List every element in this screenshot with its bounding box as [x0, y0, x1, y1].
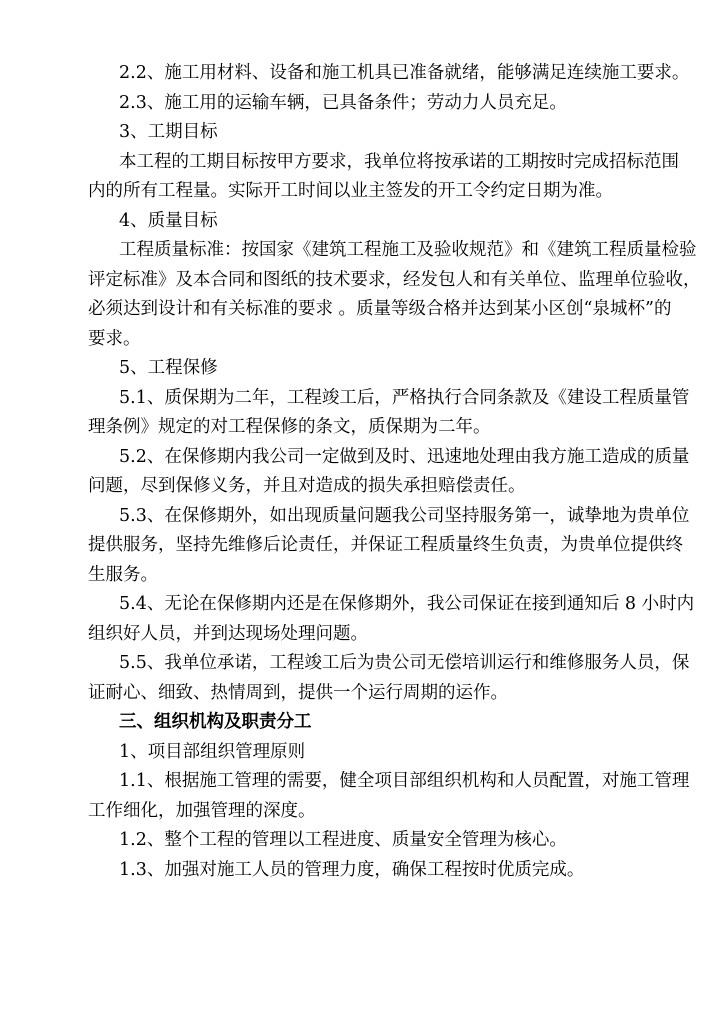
paragraph-5-5-line-2: 证耐心、细致、热情周到，提供一个运行周期的运作。	[88, 683, 508, 703]
paragraph-5-3-line-1: 5.3、在保修期外，如出现质量问题我公司坚持服务第一，诚挚地为贵单位	[119, 506, 690, 526]
paragraph-5-5-line-1: 5.5、我单位承诺，工程竣工后为贵公司无偿培训运行和维修服务人员，保	[119, 653, 690, 673]
paragraph-5-2-line-2: 问题，尽到保修义务，并且对造成的损失承担赔偿责任。	[88, 476, 526, 496]
paragraph-5-4-line-2: 组织好人员，并到达现场处理问题。	[88, 624, 368, 644]
paragraph-quality-line-2: 评定标准》及本合同和图纸的技术要求，经发包人和有关单位、监理单位验收，	[88, 270, 701, 290]
paragraph-5-1-line-2: 理条例》规定的对工程保修的条文，质保期为二年。	[88, 417, 491, 437]
paragraph-1-1-line-1: 1.1、根据施工管理的需要，健全项目部组织机构和人员配置，对施工管理	[119, 771, 690, 791]
heading-schedule-goal: 3、工期目标	[119, 122, 218, 142]
paragraph-schedule-line-2: 内的所有工程量。实际开工时间以业主签发的开工令约定日期为准。	[88, 181, 613, 201]
paragraph-quality-line-1: 工程质量标准：按国家《建筑工程施工及验收规范》和《建筑工程质量检验	[119, 240, 697, 260]
paragraph-quality-line-3: 必须达到设计和有关标准的要求 。质量等级合格并达到某小区创“泉城杯”的	[88, 299, 672, 319]
paragraph-1-3: 1.3、加强对施工人员的管理力度，确保工程按时优质完成。	[119, 860, 585, 880]
paragraph-5-3-line-2: 提供服务，坚持先维修后论责任，并保证工程质量终生负责，为贵单位提供终	[88, 535, 683, 555]
heading-warranty: 5、工程保修	[119, 358, 218, 378]
paragraph-5-2-line-1: 5.2、在保修期内我公司一定做到及时、迅速地处理由我方施工造成的质量	[119, 447, 690, 467]
paragraph-1-1-line-2: 工作细化，加强管理的深度。	[88, 801, 316, 821]
paragraph-quality-line-4: 要求。	[88, 329, 141, 349]
paragraph-5-4-line-1: 5.4、无论在保修期内还是在保修期外，我公司保证在接到通知后 8 小时内	[119, 594, 695, 614]
paragraph-5-3-line-3: 生服务。	[88, 565, 158, 585]
heading-management-principles: 1、项目部组织管理原则	[119, 742, 306, 762]
paragraph-5-1-line-1: 5.1、质保期为二年，工程竣工后，严格执行合同条款及《建设工程质量管	[119, 388, 690, 408]
paragraph-2-2: 2.2、施工用材料、设备和施工机具已准备就绪，能够满足连续施工要求。	[119, 63, 690, 83]
paragraph-1-2: 1.2、整个工程的管理以工程进度、质量安全管理为核心。	[119, 830, 567, 850]
heading-quality-goal: 4、质量目标	[119, 211, 218, 231]
section-heading-organization: 三、组织机构及职责分工	[119, 712, 312, 732]
paragraph-schedule-line-1: 本工程的工期目标按甲方要求，我单位将按承诺的工期按时完成招标范围	[119, 152, 679, 172]
paragraph-2-3: 2.3、施工用的运输车辆，已具备条件；劳动力人员充足。	[119, 93, 567, 113]
